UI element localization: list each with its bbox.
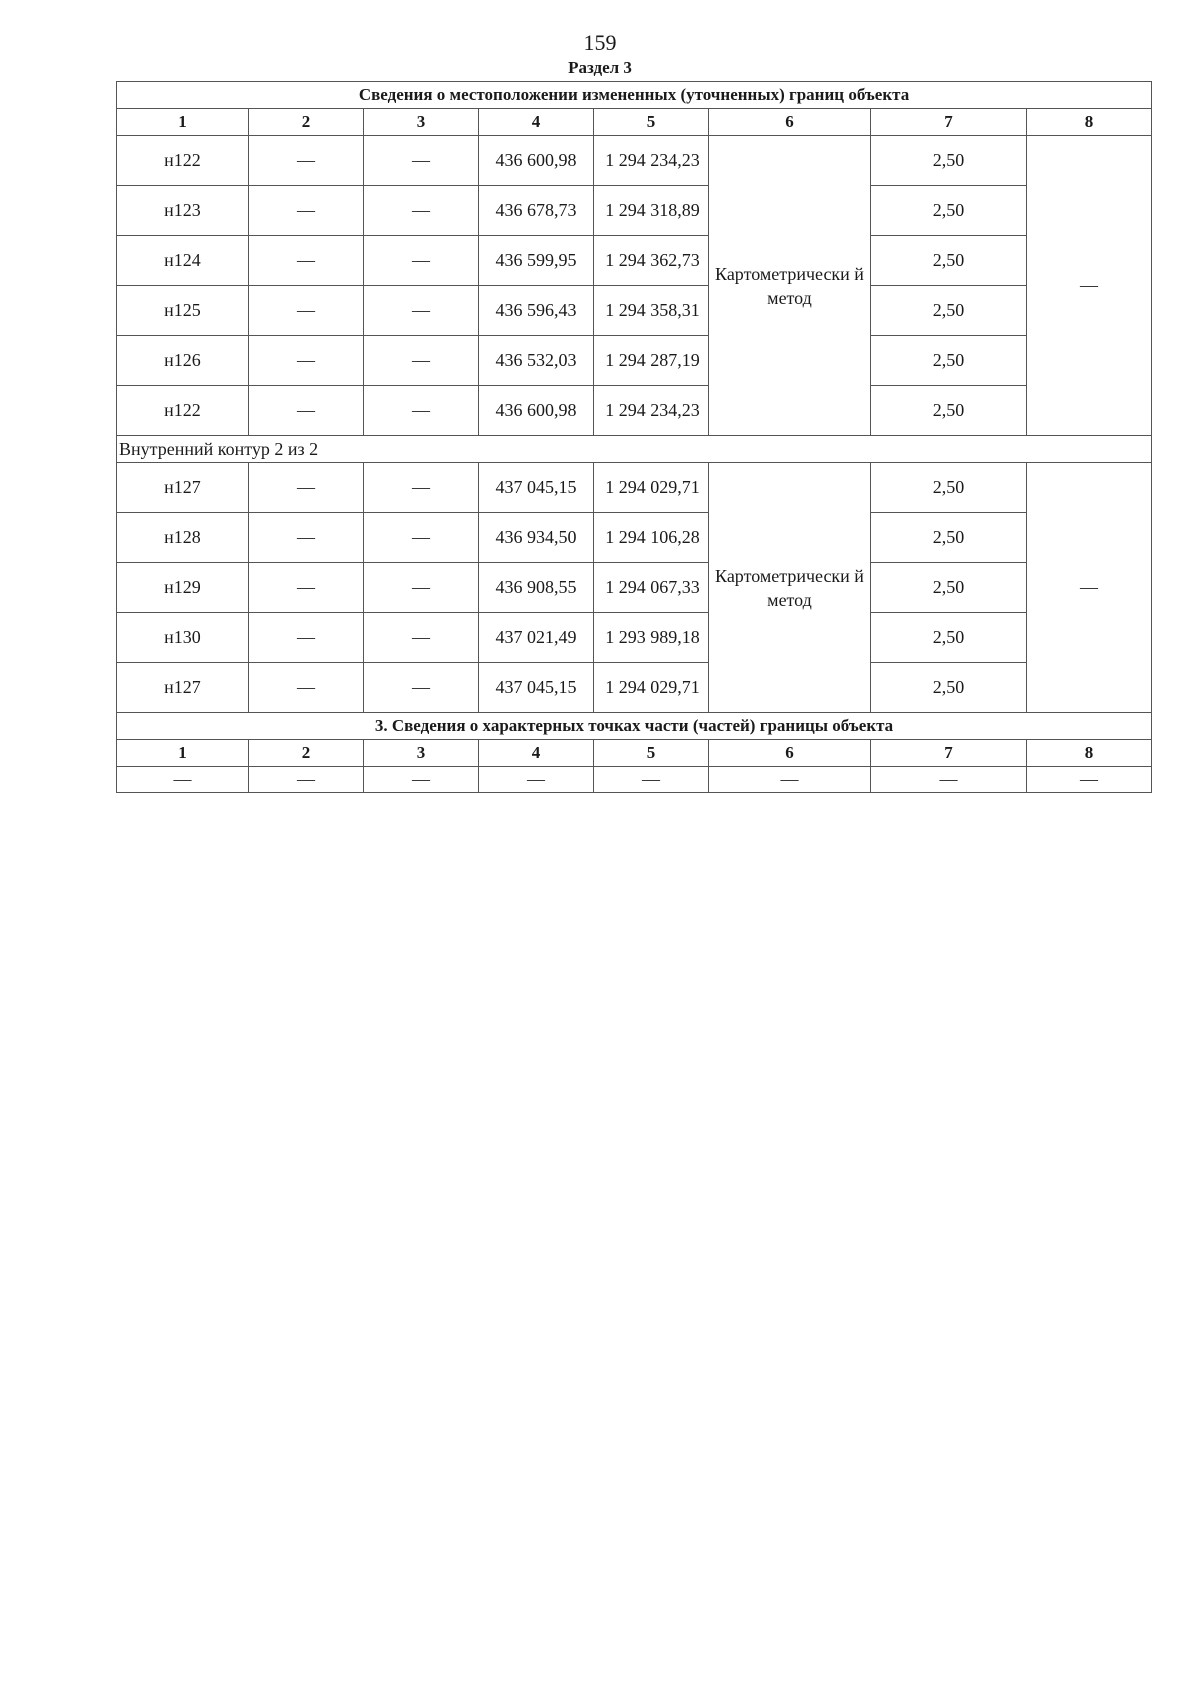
col-2-value: — [249,136,364,186]
accuracy-value: 2,50 [871,236,1027,286]
x-coordinate: 436 908,55 [479,563,594,613]
x-coordinate: 436 600,98 [479,136,594,186]
column-number: 5 [594,109,709,136]
col-2-value: — [249,663,364,713]
col-2-value: — [249,186,364,236]
table-row [117,186,1152,236]
point-name: н129 [117,563,249,613]
accuracy-value: 2,50 [871,136,1027,186]
section3-title: 3. Сведения о характерных точках части (частей) границы объекта [117,713,1152,740]
col-3-value: — [364,513,479,563]
col-2-value: — [249,236,364,286]
column-number: 2 [249,109,364,136]
col-3-value: — [364,236,479,286]
y-coordinate: 1 294 234,23 [594,136,709,186]
col-3-value: — [364,563,479,613]
col-3-value: — [364,286,479,336]
point-name: н124 [117,236,249,286]
point-name: н127 [117,663,249,713]
y-coordinate: 1 294 287,19 [594,336,709,386]
accuracy-value: 2,50 [871,336,1027,386]
point-name: н122 [117,136,249,186]
column-number: 5 [594,740,709,767]
accuracy-value: 2,50 [871,186,1027,236]
column-number: 3 [364,740,479,767]
column-number: 4 [479,109,594,136]
boundary-table [116,81,1152,793]
section3-title-row [117,713,1152,740]
point-name: н122 [117,386,249,436]
method-text: Картометрически й метод [715,565,864,610]
col-2-value: — [249,463,364,513]
col-2-value: — [249,286,364,336]
col-8-value: — [1027,136,1152,436]
point-name: н126 [117,336,249,386]
contour-row [117,436,1152,463]
x-coordinate: 436 600,98 [479,386,594,436]
x-coordinate: 437 021,49 [479,613,594,663]
y-coordinate: 1 294 029,71 [594,663,709,713]
column-number: 2 [249,740,364,767]
x-coordinate: 436 599,95 [479,236,594,286]
column-number: 8 [1027,109,1152,136]
col-3-value: — [364,613,479,663]
point-name: н123 [117,186,249,236]
section-title: Раздел 3 [568,58,632,77]
method-cell [709,463,871,713]
col-2-value: — [249,513,364,563]
y-coordinate: 1 294 067,33 [594,563,709,613]
column-number: 7 [871,740,1027,767]
col-3-value: — [364,136,479,186]
method-cell [709,136,871,436]
column-number: 4 [479,740,594,767]
x-coordinate: 436 596,43 [479,286,594,336]
table-row [117,463,1152,513]
x-coordinate: 436 532,03 [479,336,594,386]
y-coordinate: 1 294 234,23 [594,386,709,436]
x-coordinate: 436 934,50 [479,513,594,563]
table-title: Сведения о местоположении измененных (уточненных) границ объекта [117,82,1152,109]
column-number-row [117,109,1152,136]
y-coordinate: 1 294 318,89 [594,186,709,236]
point-name: н130 [117,613,249,663]
accuracy-value: 2,50 [871,613,1027,663]
accuracy-value: 2,50 [871,286,1027,336]
column-number: 1 [117,109,249,136]
point-name: н128 [117,513,249,563]
point-name: н127 [117,463,249,513]
y-coordinate: 1 294 358,31 [594,286,709,336]
table-row [117,386,1152,436]
empty-value: — [479,767,594,793]
y-coordinate: 1 294 362,73 [594,236,709,286]
column-number: 6 [709,740,871,767]
empty-value: — [871,767,1027,793]
table-row [117,513,1152,563]
col-2-value: — [249,563,364,613]
column-number: 1 [117,740,249,767]
accuracy-value: 2,50 [871,563,1027,613]
section3-empty-row [117,767,1152,793]
col-3-value: — [364,386,479,436]
accuracy-value: 2,50 [871,463,1027,513]
col-2-value: — [249,386,364,436]
accuracy-value: 2,50 [871,386,1027,436]
column-number: 7 [871,109,1027,136]
empty-value: — [364,767,479,793]
table-row [117,563,1152,613]
table-row [117,336,1152,386]
col-3-value: — [364,336,479,386]
x-coordinate: 437 045,15 [479,463,594,513]
accuracy-value: 2,50 [871,513,1027,563]
empty-value: — [594,767,709,793]
point-name: н125 [117,286,249,336]
col-2-value: — [249,336,364,386]
empty-value: — [117,767,249,793]
table-row [117,236,1152,286]
column-number: 3 [364,109,479,136]
x-coordinate: 437 045,15 [479,663,594,713]
column-number: 8 [1027,740,1152,767]
table-row [117,663,1152,713]
table-row [117,613,1152,663]
page-number: 159 [583,30,617,55]
empty-value: — [709,767,871,793]
table-row [117,136,1152,186]
section3-column-number-row [117,740,1152,767]
contour-label: Внутренний контур 2 из 2 [117,436,1152,463]
y-coordinate: 1 294 106,28 [594,513,709,563]
table-row [117,286,1152,336]
col-3-value: — [364,663,479,713]
boundary-table-body [117,82,1152,793]
col-2-value: — [249,613,364,663]
col-8-value: — [1027,463,1152,713]
empty-value: — [249,767,364,793]
col-3-value: — [364,186,479,236]
x-coordinate: 436 678,73 [479,186,594,236]
table-title-row [117,82,1152,109]
y-coordinate: 1 294 029,71 [594,463,709,513]
empty-value: — [1027,767,1152,793]
column-number: 6 [709,109,871,136]
col-3-value: — [364,463,479,513]
y-coordinate: 1 293 989,18 [594,613,709,663]
accuracy-value: 2,50 [871,663,1027,713]
method-text: Картометрически й метод [715,263,864,308]
